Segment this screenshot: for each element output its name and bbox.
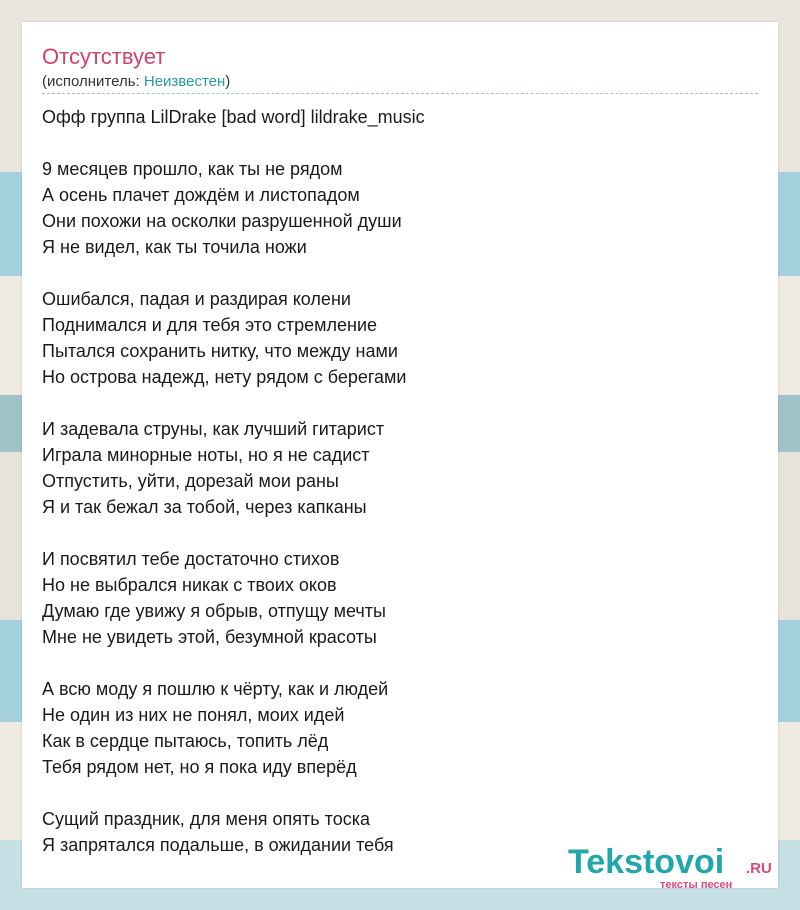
lyric-line: Сущий праздник, для меня опять тоска [42,809,371,829]
lyric-line: Думаю где увижу я обрыв, отпущу мечты [42,601,386,621]
lyric-line: Мне не увидеть этой, безумной красоты [42,627,377,647]
lyrics-card [22,22,778,891]
lyric-line: Не один из них не понял, моих идей [42,705,345,725]
logo-domain: .RU [746,860,772,877]
lyric-line: Они похожи на осколки разрушенной души [42,211,402,231]
lyric-line: Отпустить, уйти, дорезай мои раны [42,471,339,491]
title-divider [42,93,758,94]
stanza-break [42,260,758,286]
logo-wordmark: Tekstovoi [568,843,725,881]
stanza-break [42,650,758,676]
lyric-line: Но не выбрался никак с твоих оков [42,575,337,595]
lyric-line: Тебя рядом нет, но я пока иду вперёд [42,757,357,777]
lyric-line: Я и так бежал за тобой, через капканы [42,497,367,517]
song-title: Отсутствует [42,44,166,69]
lyric-line: Как в сердце пытаюсь, топить лёд [42,731,329,751]
lyric-line: Играла минорные ноты, но я не садист [42,445,370,465]
lyric-line: Я не видел, как ты точила ножи [42,237,307,257]
artist-suffix: ) [225,73,231,90]
stanza-break [42,130,758,156]
artist-prefix: (исполнитель: [42,73,144,90]
lyric-line: Пытался сохранить нитку, что между нами [42,341,398,361]
lyric-line: А осень плачет дождём и листопадом [42,185,360,205]
artist-link[interactable]: Неизвестен [143,73,226,90]
lyric-line: Но острова надежд, нету рядом с берегами [42,367,407,387]
stanza-break [42,520,758,546]
lyric-line: Поднимался и для тебя это стремление [42,315,378,335]
lyric-line: И посвятил тебе достаточно стихов [42,549,340,569]
lyric-line: Я запрятался подальше, в ожидании тебя [42,835,394,855]
lyric-line: А всю моду я пошлю к чёрту, как и людей [42,679,389,699]
lyric-line: Офф группа LilDrake [bad word] lildrake_music [42,107,425,127]
artist-line [42,73,230,91]
lyric-line: 9 месяцев прошло, как ты не рядом [42,159,343,179]
lyrics-text [42,104,758,858]
logo-tagline: тексты песен [660,879,733,891]
site-logo[interactable] [568,842,778,892]
stanza-break [42,390,758,416]
lyric-line: Ошибался, падая и раздирая колени [42,289,351,309]
lyric-line: И задевала струны, как лучший гитарист [42,419,385,439]
stanza-break [42,780,758,806]
